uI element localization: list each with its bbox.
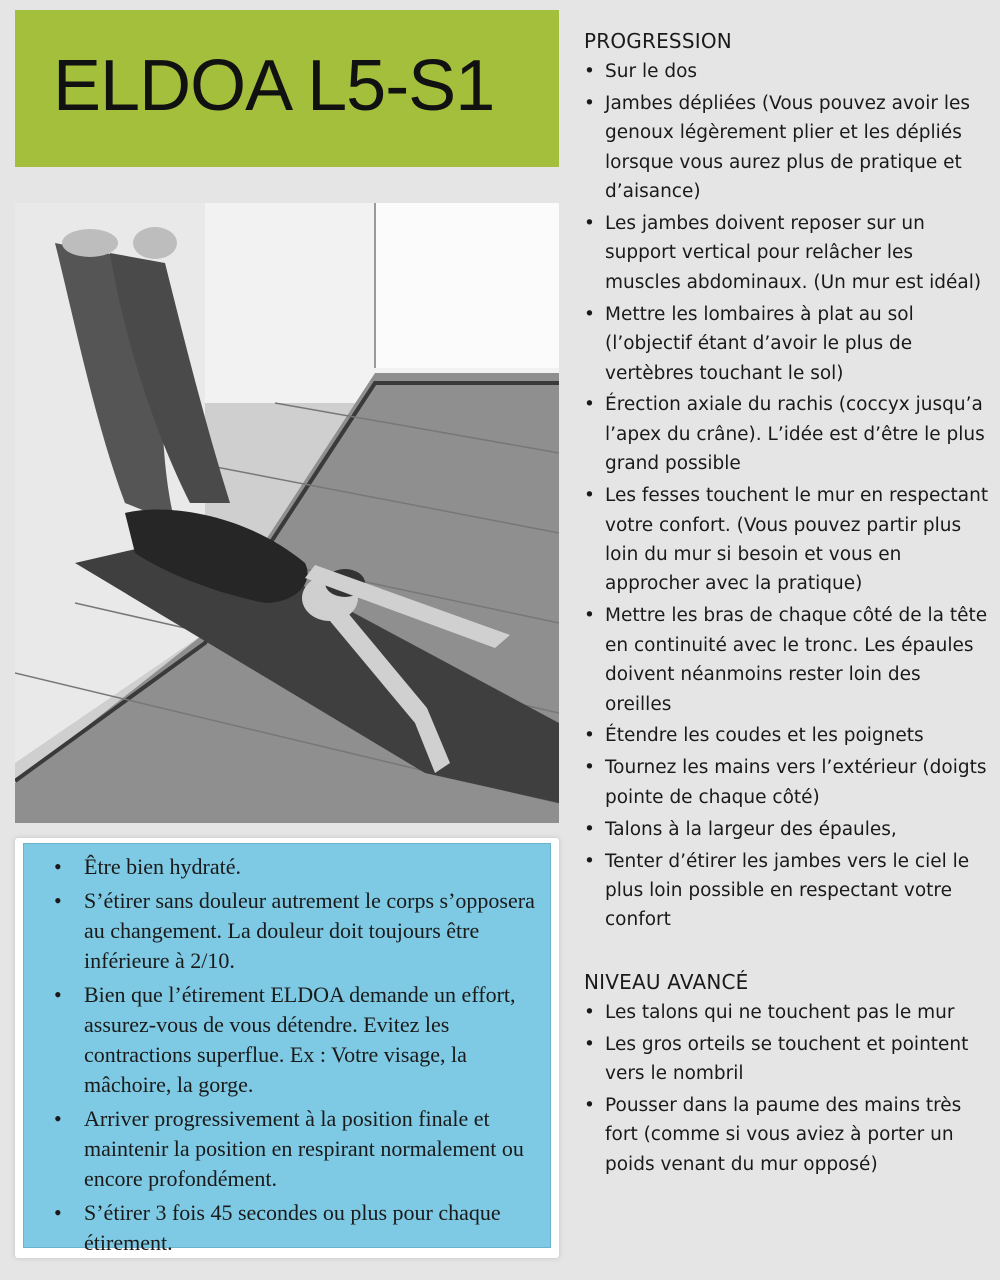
progression-item-text: Sur le dos [605,61,698,82]
list-item [584,1030,992,1089]
list-item [584,601,992,719]
list-item [584,209,992,297]
tips-list [54,852,538,1262]
bullet-icon: • [54,1106,62,1131]
exercise-illustration [15,203,559,823]
tip-text: Bien que l’étirement ELDOA demande un effort, assurez-vous de vous détendre. Evitez les contractions superflue. Ex : Votre visage, la mâchoire, la gorge. [84,982,516,1097]
bullet-icon: • [584,213,595,235]
list-item [54,1198,538,1258]
list-item [584,1091,992,1179]
advanced-heading: NIVEAU AVANCÉ [584,969,749,994]
bullet-icon: • [584,303,595,325]
advanced-item-text: Pousser dans la paume des mains très fort (comme si vous aviez à porter un poids venant du mur opposé) [605,1095,962,1175]
list-item [584,390,992,478]
list-item [54,852,538,882]
list-item [584,998,992,1027]
list-item [54,1104,538,1194]
bullet-icon: • [584,92,595,114]
progression-item-text: Talons à la largeur des épaules, [605,818,897,840]
list-item [584,57,992,86]
bullet-icon: • [584,394,595,416]
bullet-icon: • [584,1033,595,1055]
progression-item-text: Mettre les bras de chaque côté de la tête en continuité avec le tronc. Les épaules doivent néanmoins rester loin des oreilles [605,605,988,715]
advanced-item-text: Les gros orteils se touchent et pointent vers le nombril [605,1033,969,1085]
progression-item-text: Érection axiale du rachis (coccyx jusqu’a l’apex du crâne). L’idée est d’être le plus grand possible [605,394,985,475]
bullet-icon: • [584,757,595,779]
bullet-icon: • [54,854,62,879]
list-item [584,753,992,812]
progression-heading: PROGRESSION [584,29,732,53]
bullet-icon: • [584,818,595,840]
progression-item-text: Tournez les mains vers l’extérieur (doigts pointe de chaque côté) [605,757,987,808]
advanced-item-text: Les talons qui ne touchent pas le mur [605,1001,955,1023]
instructions-column [584,27,992,1182]
progression-item-text: Étendre les coudes et les poignets [605,725,924,747]
progression-item-text: Les jambes doivent reposer sur un support vertical pour relâcher les muscles abdominaux. (Un mur est idéal) [605,213,982,293]
list-item [584,481,992,599]
progression-item-text: Mettre les lombaires à plat au sol (l’objectif étant d’avoir le plus de vertèbres touchant le sol) [605,303,914,384]
advanced-list [584,998,992,1179]
bullet-icon: • [584,485,595,507]
list-item [584,300,992,388]
bullet-icon: • [584,605,595,627]
tips-panel [23,843,551,1255]
list-item [584,815,992,844]
progression-item-text: Les fesses touchent le mur en respectant votre confort. (Vous pouvez partir plus loin du mur si besoin et vous en approcher avec la pratique) [605,485,989,595]
bullet-icon: • [584,850,595,872]
page-title: ELDOA L5-S1 [53,46,495,126]
tip-text: Arriver progressivement à la position finale et maintenir la position en respirant normalement ou encore profondément. [84,1106,524,1191]
tip-text: Être bien hydraté. [84,854,241,879]
bullet-icon: • [54,1200,62,1225]
list-item [54,886,538,976]
list-item [584,89,992,207]
exercise-photo [15,203,559,823]
bullet-icon: • [584,1001,595,1023]
bullet-icon: • [584,725,595,747]
tip-text: S’étirer 3 fois 45 secondes ou plus pour chaque étirement. [84,1200,501,1255]
bullet-icon: • [54,982,62,1007]
bullet-icon: • [54,888,62,913]
bullet-icon: • [584,61,595,82]
progression-item-text: Jambes dépliées (Vous pouvez avoir les genoux légèrement plier et les dépliés lorsque vous aurez plus de pratique et d’aisance) [605,92,970,203]
progression-item-text: Tenter d’étirer les jambes vers le ciel le plus loin possible en respectant votre confort [605,850,970,931]
list-item [584,847,992,935]
progression-list [584,57,992,935]
list-item [54,980,538,1100]
bullet-icon: • [584,1095,595,1116]
title-banner [15,10,559,167]
list-item [584,721,992,750]
tip-text: S’étirer sans douleur autrement le corps s’opposera au changement. La douleur doit toujours être inférieure à 2/10. [84,888,535,973]
tips-card [15,838,559,1258]
